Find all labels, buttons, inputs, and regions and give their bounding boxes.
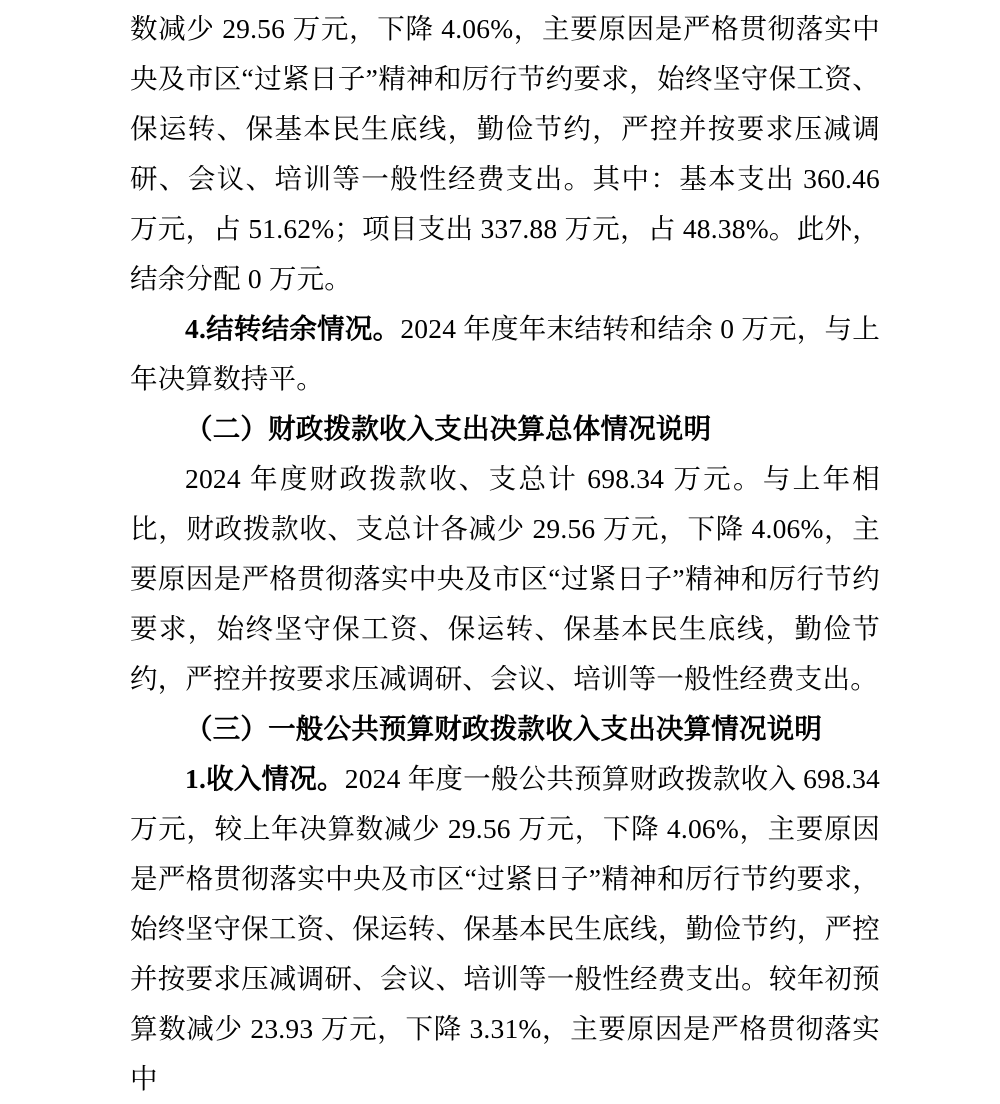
- paragraph-carryover-balance-lead: 4.结转结余情况。: [185, 313, 401, 344]
- heading-section-three: （三）一般公共预算财政拨款收入支出决算情况说明: [185, 713, 823, 744]
- heading-section-two: （二）财政拨款收入支出决算总体情况说明: [185, 413, 712, 444]
- paragraph-carryover-balance: [130, 304, 880, 404]
- paragraph-carryover-balance-text: 2024 年度年末结转和结余 0 万元，与上年决算数持平。: [130, 313, 880, 394]
- paragraph-income-situation: [130, 754, 880, 1104]
- paragraph-income-situation-text: 2024 年度一般公共预算财政拨款收入 698.34 万元，较上年决算数减少 29.56 万元，下降 4.06%，主要原因是严格贯彻落实中央及市区“过紧日子”精神和厉行节约要求，始终坚守保工资、保运转、保基本民生底线，勤俭节约，严控并按要求压减调研、会议、培训等一般性经费支出。较年初预算数减少 23.93 万元，下降 3.31%，主要原因是严格贯彻落实中: [130, 763, 881, 1094]
- document-body: [130, 0, 880, 1104]
- paragraph-income-situation-lead: 1.收入情况。: [185, 763, 345, 794]
- paragraph-fiscal-appropriation-total: 2024 年度财政拨款收、支总计 698.34 万元。与上年相比，财政拨款收、支总计各减少 29.56 万元，下降 4.06%，主要原因是严格贯彻落实中央及市区“过紧日子”精神和厉行节约要求，始终坚守保工资、保运转、保基本民生底线，勤俭节约，严控并按要求压减调研、会议、培训等一般性经费支出。: [130, 463, 880, 694]
- paragraph-expenditure-continued: 数减少 29.56 万元，下降 4.06%，主要原因是严格贯彻落实中央及市区“过紧日子”精神和厉行节约要求，始终坚守保工资、保运转、保基本民生底线，勤俭节约，严控并按要求压减调研、会议、培训等一般性经费支出。其中：基本支出 360.46 万元，占 51.62%；项目支出 337.88 万元，占 48.38%。此外，结余分配 0 万元。: [130, 13, 880, 294]
